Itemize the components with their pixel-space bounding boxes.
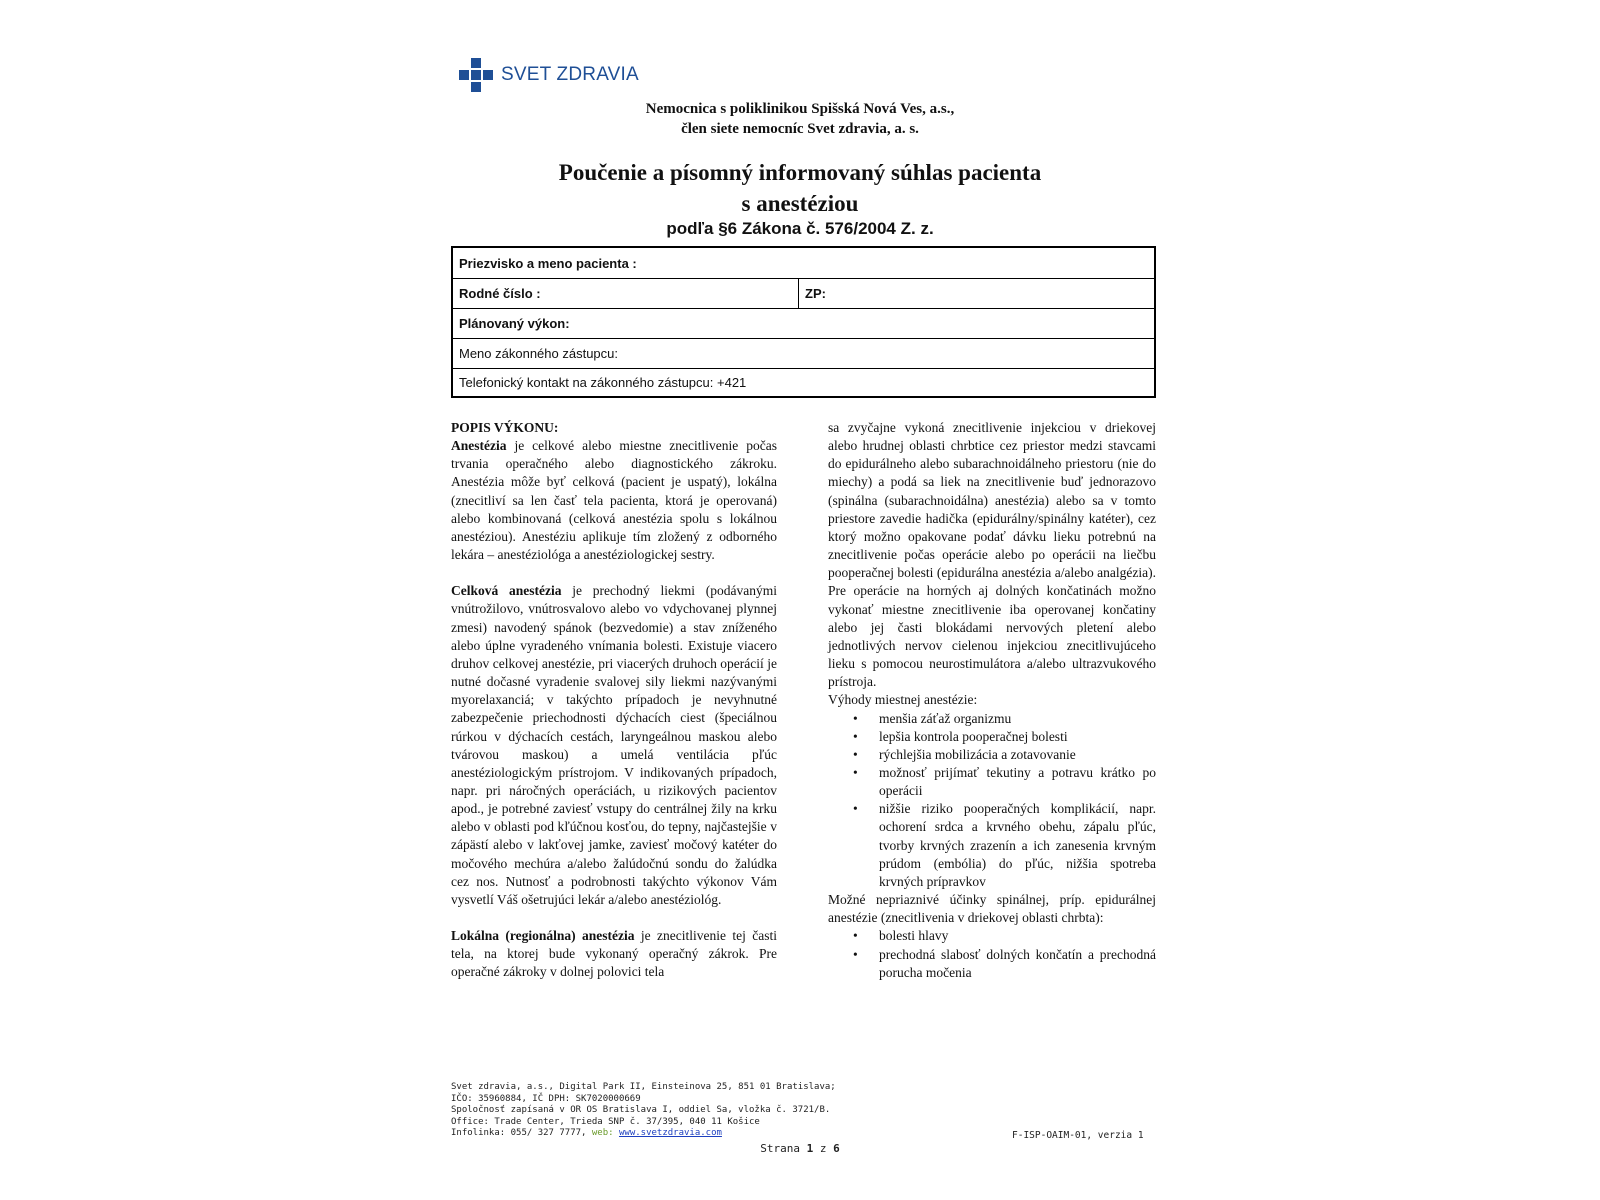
org-name-line2: člen siete nemocníc Svet zdravia, a. s. — [681, 121, 919, 137]
planned-procedure-field[interactable]: Plánovaný výkon: — [459, 315, 570, 331]
document-code: F-ISP-OAIM-01, verzia 1 — [1012, 1130, 1144, 1141]
anestezia-term: Anestézia — [451, 438, 507, 454]
birth-number-field[interactable]: Rodné číslo : — [453, 278, 799, 308]
right-column — [828, 419, 1156, 982]
patient-info-table — [451, 246, 1156, 398]
page-separator: z — [813, 1142, 834, 1155]
general-anesthesia-term: Celková anestézia — [451, 583, 562, 599]
list-item: • menšia záťaž organizmu — [879, 710, 1156, 728]
legal-rep-phone-row — [453, 368, 1154, 396]
legal-rep-field[interactable]: Meno zákonného zástupcu: — [459, 345, 618, 361]
adverse-effects-list — [828, 927, 1156, 981]
advantages-title: Výhody miestnej anestézie: — [828, 692, 978, 708]
footer-ids: IČO: 35960884, IČ DPH: SK7020000669 — [451, 1093, 641, 1104]
document-title-line1: Poučenie a písomný informovaný súhlas pacienta — [558, 160, 1042, 185]
local-anesthesia-term: Lokálna (regionálna) anestézia — [451, 928, 635, 944]
page-total: 6 — [833, 1142, 840, 1155]
anestezia-text: je celkové alebo miestne znecitlivenie počas trvania operačného alebo diagnostického zákroku. Anestézia môže byť celková (pacient je uspatý), lokálna (znecitliví sa len časť tela pacienta, ktorá je operovaná) alebo kombinovaná (celková anestézia spolu s lokálnou anestéziou). Anestéziu aplikuje tím zložený z odborného lekára – anestéziológa a anestéziologickej sestry. — [451, 438, 777, 563]
page-current: 1 — [806, 1142, 814, 1155]
footer-registry: Spoločnosť zapísaná v OR OS Bratislava I, oddiel Sa, vložka č. 3721/B. — [451, 1105, 831, 1115]
adverse-effects-title: Možné nepriaznivé účinky spinálnej, príp. epidurálnej anestézie (znecitlivenia v driekovej oblasti chrbta): — [828, 892, 1156, 926]
footer-office: Office: Trade Center, Trieda SNP č. 37/395, 040 11 Košice — [451, 1116, 760, 1127]
document-title-line2: s anestéziou — [741, 191, 859, 216]
list-item: • prechodná slabosť dolných končatín a prechodná porucha močenia — [879, 946, 1156, 982]
left-column — [451, 419, 777, 982]
list-item: • možnosť prijímať tekutiny a potravu krátko po operácii — [879, 764, 1156, 800]
list-item: • rýchlejšia mobilizácia a zotavovanie — [879, 746, 1156, 764]
law-reference: podľa §6 Zákona č. 576/2004 Z. z. — [666, 219, 934, 238]
local-anesthesia-continuation: sa zvyčajne vykoná znecitlivenie injekciou v driekovej alebo hrudnej oblasti chrbtice cez priestor medzi stavcami do epidurálneho alebo subarachnoidálneho priestoru (nie do miechy) a podá sa liek na znecitlivenie buď jednorazovo (spinálna (subarachnoidálna) anestézia) alebo sa v tomto priestore zavedie hadička (epidurálny/spinálny katéter), cez ktorý možno opakovane podať dávku lieku potrebnú na znecitlivenie počas operácie alebo po operácii na liečbu pooperačnej bolesti (epidurálna anestézia a/alebo analgézia). Pre operácie na horných aj dolných končatinách možno vykonať miestne znecitlivenie iba operovanej končatiny alebo jej časti blokádami nervových pletení alebo jednotlivých nervov cielenou injekciou znecitlivujúceho lieku s pomocou neurostimulátora a/alebo ultrazvukového prístroja. — [828, 420, 1156, 690]
logo — [459, 58, 639, 92]
insurance-field[interactable]: ZP: — [805, 285, 826, 301]
page-number — [760, 1142, 840, 1155]
company-footer — [451, 1082, 836, 1140]
section-title: POPIS VÝKONU: — [451, 420, 559, 435]
page-prefix: Strana — [760, 1142, 807, 1155]
list-item: • bolesti hlavy — [879, 927, 1156, 945]
website-link[interactable]: www.svetzdravia.com — [618, 1128, 722, 1138]
patient-name-field[interactable]: Priezvisko a meno pacienta : — [459, 255, 637, 271]
advantages-list — [828, 710, 1156, 892]
legal-rep-phone-field[interactable]: Telefonický kontakt na zákonného zástupcu: +421 — [459, 374, 747, 390]
cross-logo-icon — [459, 58, 493, 92]
infolinka-text: Infolinka: 055/ 327 7777, — [451, 1128, 587, 1138]
patient-name-row — [453, 248, 1154, 279]
org-name-line1: Nemocnica s poliklinikou Spišská Nová Ves, a.s., — [645, 101, 955, 117]
list-item: • nižšie riziko pooperačných komplikácií, napr. ochorení srdca a krvného obehu, zápalu pľúc, tvorby krvných zrazenín a ich zanesenia krvným prúdom (embólia) do pľúc, nižšia spotreba krvných prípravkov — [879, 800, 1156, 891]
web-label: web: — [586, 1128, 619, 1138]
legal-rep-row — [453, 338, 1154, 369]
general-anesthesia-paragraph — [451, 582, 777, 909]
logo-text: SVET ZDRAVIA — [501, 64, 639, 85]
local-anesthesia-text: je znecitlivenie tej časti tela, na ktorej bude vykonaný operačný zákrok. Pre operačné zákroky v dolnej polovici tela — [451, 928, 777, 980]
list-item: • lepšia kontrola pooperačnej bolesti — [879, 728, 1156, 746]
anestezia-paragraph — [451, 437, 777, 564]
birth-number-row — [453, 278, 1154, 309]
local-anesthesia-paragraph — [451, 927, 777, 981]
footer-address: Svet zdravia, a.s., Digital Park II, Einsteinova 25, 851 01 Bratislava; — [451, 1082, 836, 1092]
planned-procedure-row — [453, 308, 1154, 339]
footer-contact — [451, 1128, 836, 1140]
general-anesthesia-text: je prechodný liekmi (podávanými vnútrožilovo, vnútrosvalovo alebo vo vdychovanej plynnej zmesi) navodený spánok (bezvedomie) a stav zníženého alebo úplne vyradeného vnímania bolesti. Existuje viacero druhov celkovej anestézie, pri viacerých druhoch operácií je nutné dočasné vyradenie svalovej sily liekmi nazývanými myorelaxanciá; v takýchto prípadoch je nevyhnutné zabezpečenie priechodnosti dýchacích ciest (špeciálnou rúrkou v dýchacích cestách, laryngeálnou maskou alebo tvárovou maskou) a umelá ventilácia pľúc anestéziologickým prístrojom. V indikovaných prípadoch, napr. pri náročných operáciách, u rizikových pacientov apod., je potrebné zaviesť vstupy do centrálnej žily na krku alebo v oblasti pod kľúčnou kosťou, do tepny, najčastejšie v zápästí alebo v lakťovej jamke, zaviesť močový katéter do močového mechúra a/alebo žalúdočnú sondu do žalúdka cez nos. Nutnosť a podrobnosti takýchto výkonov Vám vysvetlí Váš ošetrujúci lekár a/alebo anestéziológ. — [451, 583, 777, 907]
